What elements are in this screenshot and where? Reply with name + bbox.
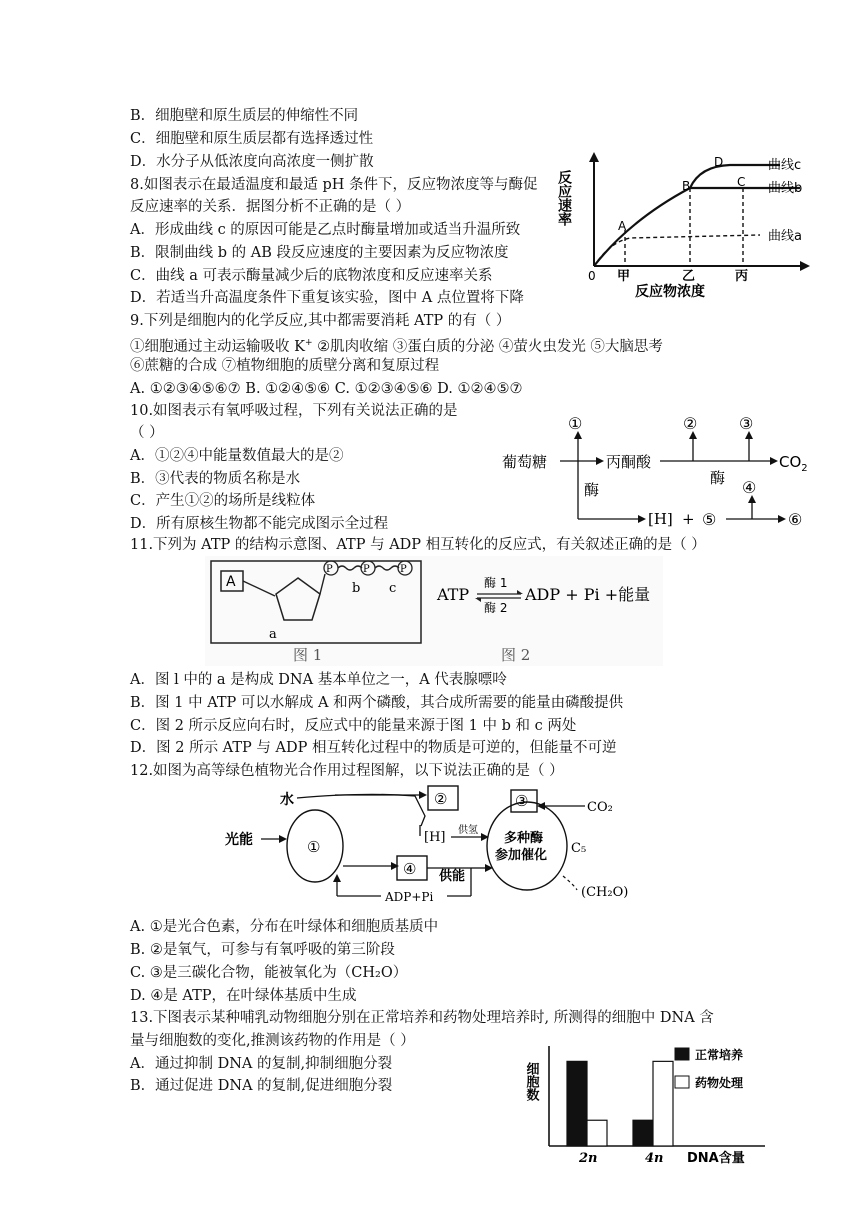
q7-option-d: D．水分子从低浓度向高浓度一侧扩散 (130, 154, 374, 170)
q12-fig-n1: ① (307, 838, 321, 856)
q8-option-a: A．形成曲线 c 的原因可能是乙点时酶量增加或适当升温所致 (130, 222, 521, 238)
q10-fig-n5: ⑤ (702, 510, 717, 529)
q10-fig-n1: ① (568, 414, 583, 433)
q9-stem: 9.下列是细胞内的化学反应,其中都需要消耗 ATP 的有（ ） (130, 313, 511, 329)
q12-fig-h: [H] (424, 830, 446, 845)
q11-option-a: A．图 l 中的 a 是构成 DNA 基本单位之一，A 代表腺嘌呤 (130, 672, 507, 688)
q12-option-d: D. ④是 ATP，在叶绿体基质中生成 (130, 988, 357, 1004)
q9-items-line-1 (130, 333, 663, 357)
q10-fig-glucose: 葡萄糖 (502, 453, 548, 471)
q10-option-a: A．①②④中能量数值最大的是② (130, 448, 344, 464)
q8-point-d: D (714, 155, 724, 169)
q12-fig-enzyme-line-2: 参加催化 (495, 848, 548, 863)
q10-fig-enzyme-2: 酶 (710, 469, 726, 487)
q8-option-b: B．限制曲线 b 的 AB 段反应速度的主要因素为反应物浓度 (130, 245, 509, 261)
q8-fig-ylabel: 反应速率 (556, 170, 572, 226)
q13-legend-drug: 药物处理 (695, 1076, 744, 1090)
q9-items-1a: ①细胞通过主动运输吸收 K (130, 338, 305, 355)
q8-reaction-rate-figure (556, 150, 820, 300)
q8-curve-b-label: 曲线b (768, 181, 803, 196)
q12-calvin-cycle-circle (487, 802, 567, 890)
q11-fig-a-base: A (226, 574, 236, 590)
q13-legend-swatch-normal (675, 1048, 689, 1060)
q8-fig-xlabel: 反应物浓度 (635, 284, 705, 300)
q12-option-c: C. ③是三碳化合物，能被氧化为（CH₂O） (130, 965, 408, 981)
q11-fig-c: c (389, 581, 397, 596)
q13-bar-2n-normal (567, 1061, 587, 1146)
q11-option-d: D．图 2 所示 ATP 与 ADP 相互转化过程中的物质是可逆的，但能量不可逆 (130, 740, 617, 756)
q12-stem: 12.如图为高等绿色植物光合作用过程图解，以下说法正确的是（ ） (130, 763, 564, 779)
q11-fig-b: b (352, 581, 361, 596)
q11-stem: 11.下列为 ATP 的结构示意图、ATP 与 ADP 相互转化的反应式，有关叙述正确的是（ ） (130, 537, 706, 553)
q10-fig-h: [H] (648, 510, 673, 528)
q10-stem-1: 10.如图表示有氧呼吸过程，下列有关说法正确的是 (130, 403, 458, 419)
q11-fig-p1: P (326, 564, 333, 575)
q10-option-d: D．所有原核生物都不能完成图示全过程 (130, 516, 389, 532)
q10-fig-n3: ③ (739, 414, 754, 433)
q13-bar-4n-normal (633, 1120, 653, 1146)
q10-fig-n6: ⑥ (788, 510, 803, 529)
q10-fig-pyruvate: 丙酮酸 (606, 453, 652, 471)
q12-fig-c5: C₅ (571, 841, 587, 856)
q10-option-b: B．③代表的物质名称是水 (130, 471, 301, 487)
q11-fig-eq-left: ATP (437, 585, 470, 604)
q10-fig-co2-sub: 2 (801, 463, 808, 474)
q11-option-c: C．图 2 所示反应向右时，反应式中的能量来源于图 1 中 b 和 c 两处 (130, 718, 577, 734)
q12-fig-n3: ③ (515, 792, 529, 810)
q9-items-1-sup: + (304, 338, 313, 348)
q9-items-1b: ②肌肉收缩 ③蛋白质的分泌 ④萤火虫发光 ⑤大脑思考 (312, 338, 663, 355)
q12-fig-n4: ④ (403, 860, 417, 878)
q13-dna-content-chart (525, 1040, 785, 1170)
q11-option-b: B．图 1 中 ATP 可以水解成 A 和两个磷酸，其合成所需要的能量由磷酸提供 (130, 695, 624, 711)
q8-fig-origin: 0 (588, 269, 596, 283)
q12-fig-co2: CO₂ (587, 800, 613, 815)
q13-chart-ylabel: 细胞数 (523, 1062, 539, 1101)
q10-fig-co2 (779, 453, 808, 474)
q12-fig-supply-h: 供氢 (458, 825, 478, 836)
q10-fig-co2-base: CO (779, 453, 802, 471)
q10-fig-n2: ② (683, 414, 698, 433)
q11-fig-enzyme-2: 酶 2 (484, 601, 508, 615)
q8-curve-c (690, 165, 780, 188)
q13-legend-swatch-drug (675, 1076, 689, 1088)
q12-fig-adp: ADP+Pi (385, 890, 434, 904)
q8-curve-a-label: 曲线a (768, 229, 802, 244)
q13-stem-2: 量与细胞数的变化,推测该药物的作用是（ ） (130, 1033, 415, 1049)
q8-option-c: C．曲线 a 可表示酶量减少后的底物浓度和反应速率关系 (130, 268, 493, 284)
q13-option-a: A．通过抑制 DNA 的复制,抑制细胞分裂 (130, 1056, 393, 1072)
q10-stem-2: （ ） (130, 425, 164, 441)
q12-photosynthesis-figure (225, 786, 645, 912)
q11-fig-caption-1: 图 1 (293, 646, 323, 664)
q9-options: A. ①②③④⑤⑥⑦ B. ①②④⑤⑥ C. ①②③④⑤⑥ D. ①②④⑤⑦ (130, 381, 523, 397)
q10-fig-plus: + (682, 510, 695, 528)
q11-atp-figure (205, 556, 665, 668)
q8-point-b: B (682, 179, 691, 193)
q8-point-a: A (618, 219, 627, 233)
q12-fig-water: 水 (280, 792, 294, 808)
q8-fig-xtick-jia: 甲 (617, 269, 631, 284)
q13-xtick-2n: 2n (579, 1151, 598, 1166)
q12-option-a: A. ①是光合色素，分布在叶绿体和细胞质基质中 (130, 919, 439, 935)
q8-stem-1: 8.如图表示在最适温度和最适 pH 条件下，反应物浓度等与酶促 (130, 177, 538, 193)
q7-option-c: C．细胞壁和原生质层都有选择透过性 (130, 131, 374, 147)
q8-option-d: D．若适当升高温度条件下重复该实验，图中 A 点位置将下降 (130, 290, 524, 306)
q10-aerobic-respiration-figure (500, 415, 820, 533)
q13-stem-1: 13.下图表示某种哺乳动物细胞分别在正常培养和药物处理培养时, 所测得的细胞中 DNA 含 (130, 1010, 714, 1026)
q10-fig-n4: ④ (742, 478, 757, 497)
q8-fig-xtick-yi: 乙 (682, 269, 696, 284)
q11-fig-a-label: a (269, 627, 277, 642)
q13-option-b: B．通过促进 DNA 的复制,促进细胞分裂 (130, 1078, 393, 1094)
q13-legend-normal: 正常培养 (695, 1048, 744, 1062)
q11-fig-p2: P (363, 564, 370, 575)
q10-option-c: C．产生①②的场所是线粒体 (130, 493, 316, 509)
q13-bar-4n-drug (653, 1061, 673, 1146)
q12-fig-supply-energy: 供能 (439, 869, 466, 884)
q8-point-c: C (737, 175, 746, 189)
q12-fig-enzyme-line-1: 多种酶 (504, 831, 544, 846)
q12-fig-light: 光能 (225, 832, 253, 848)
q11-fig-caption-2: 图 2 (501, 646, 531, 664)
q8-curve-c-label: 曲线c (768, 158, 802, 173)
q9-items-line-2: ⑥蔗糖的合成 ⑦植物细胞的质壁分离和复原过程 (130, 358, 440, 374)
q12-option-b: B. ②是氧气，可参与有氧呼吸的第三阶段 (130, 942, 395, 958)
q13-xtick-4n: 4n (645, 1151, 664, 1166)
q11-fig-p3: P (400, 564, 407, 575)
q8-fig-xtick-bing: 丙 (735, 269, 749, 284)
q7-option-b: B．细胞壁和原生质层的伸缩性不同 (130, 108, 359, 124)
q12-fig-ch2o: (CH₂O) (581, 885, 629, 900)
q10-fig-enzyme-1: 酶 (584, 481, 600, 499)
q11-fig-enzyme-1: 酶 1 (484, 576, 508, 590)
q13-bar-2n-drug (587, 1120, 607, 1146)
q12-fig-n2: ② (434, 790, 448, 808)
q13-chart-xlabel: DNA含量 (687, 1151, 745, 1166)
q11-fig-eq-right: ADP + Pi +能量 (525, 585, 651, 604)
q8-stem-2: 反应速率的关系．据图分析不正确的是（ ） (130, 199, 411, 215)
